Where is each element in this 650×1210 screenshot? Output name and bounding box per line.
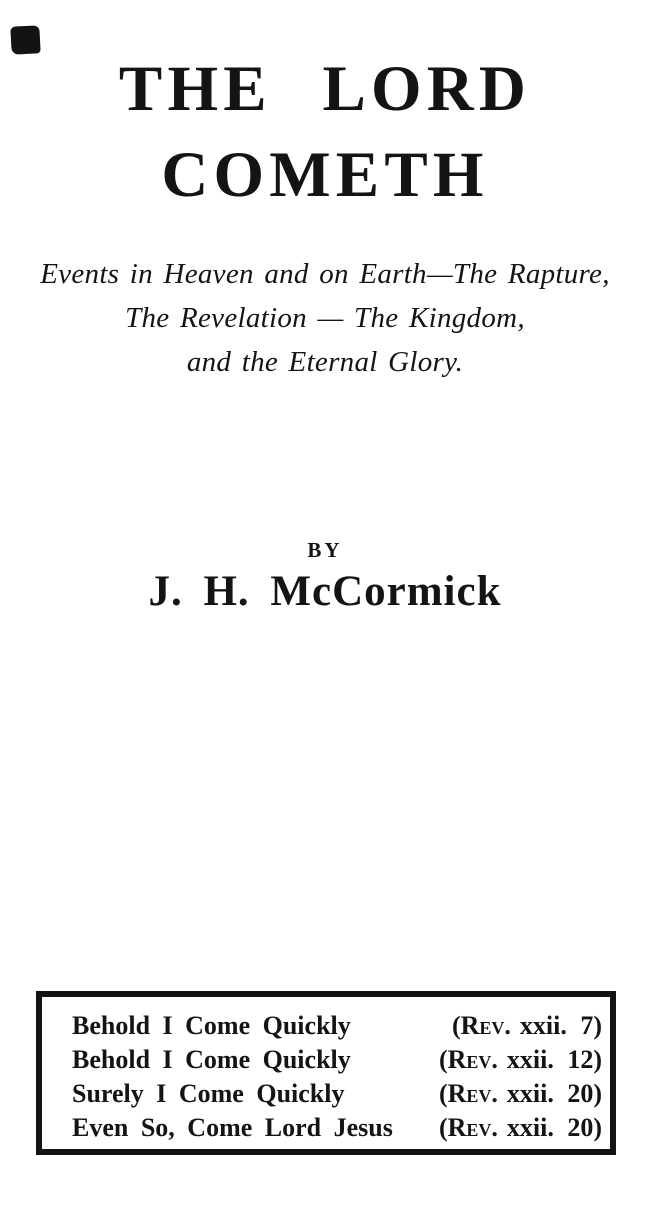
scripture-quote-box <box>36 991 616 1155</box>
quote-row-3 <box>72 1077 602 1111</box>
reference-detail: xxii. 7) <box>519 1011 602 1040</box>
reference-detail: xxii. 12) <box>506 1045 602 1074</box>
subtitle <box>0 252 650 384</box>
author-name: J. H. McCormick <box>148 568 502 615</box>
quote-row-1 <box>72 1009 602 1043</box>
quote-phrase: Behold I Come Quickly <box>72 1045 351 1074</box>
quote-phrase: Even So, Come Lord Jesus <box>72 1113 393 1142</box>
quote-phrase: Surely I Come Quickly <box>72 1079 345 1108</box>
reference-book: (Rev. <box>438 1079 498 1108</box>
subtitle-line-3: and the Eternal Glory. <box>186 346 464 378</box>
book-title <box>0 46 650 218</box>
reference-book: (Rev. <box>438 1045 498 1074</box>
book-title-line1: THE LORD <box>118 53 532 125</box>
reference-book: (Rev. <box>451 1011 511 1040</box>
reference-book: (Rev. <box>438 1113 498 1142</box>
quote-reference <box>439 1111 602 1145</box>
subtitle-line-2: The Revelation — The Kingdom, <box>125 302 525 334</box>
reference-detail: xxii. 20) <box>506 1079 602 1108</box>
quote-row-4 <box>72 1111 602 1145</box>
quote-row-2 <box>72 1043 602 1077</box>
reference-detail: xxii. 20) <box>506 1113 602 1142</box>
quote-reference <box>439 1077 602 1111</box>
book-title-line2: COMETH <box>161 139 489 211</box>
quote-reference <box>439 1043 602 1077</box>
quote-phrase: Behold I Come Quickly <box>72 1011 351 1040</box>
quote-reference <box>452 1009 602 1043</box>
subtitle-line-1: Events in Heaven and on Earth—The Rapture, <box>40 258 610 290</box>
byline-label: BY <box>307 538 343 562</box>
